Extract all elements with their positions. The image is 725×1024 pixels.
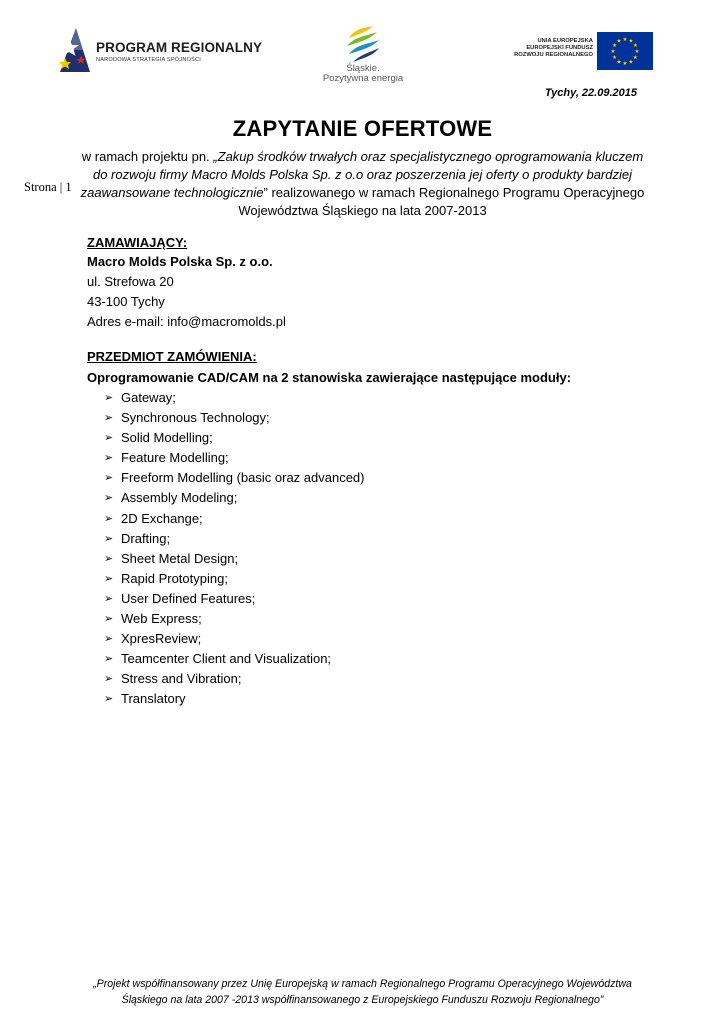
module-name: Synchronous Technology; [121, 410, 270, 426]
bullet-arrow-icon: ➢ [104, 432, 114, 445]
eu-star-icon: ★ [612, 55, 618, 61]
slaskie-waves-icon [343, 24, 383, 64]
module-list-item [104, 408, 365, 428]
eu-star-icon: ★ [632, 55, 638, 61]
eu-star-icon: ★ [628, 38, 634, 45]
module-name: User Defined Features; [121, 590, 256, 606]
module-list-item [104, 448, 365, 468]
module-list-item [104, 488, 365, 508]
footer-line-2: Śląskiego na lata 2007 -2013 współfinansowanego z Europejskiego Funduszu Rozwoju Regionalnego” [121, 994, 604, 1006]
bullet-arrow-icon: ➢ [104, 392, 114, 404]
bullet-arrow-icon: ➢ [104, 412, 114, 425]
footer-line-1: „Projekt współfinansowany przez Unię Europejską w ramach Regionalnego Programu Operacyjnego Województwa [93, 978, 632, 990]
subject-description: Oprogramowanie CAD/CAM na 2 stanowiska zawierające następujące moduły: [87, 370, 572, 385]
eu-star-icon: ★ [622, 61, 628, 67]
intro-suffix: ” realizowanego w ramach Regionalnego Programu Operacyjnego Województwa Śląskiego na lata 2007-2013 [238, 185, 645, 218]
bullet-arrow-icon: ➢ [104, 532, 114, 545]
eu-star-icon: ★ [616, 38, 622, 45]
eu-line-3: ROZWOJU REGIONALNEGO [514, 52, 593, 59]
module-name: Translatory [121, 691, 186, 707]
bullet-arrow-icon: ➢ [104, 452, 114, 465]
intro-prefix: w ramach projektu pn. [81, 149, 214, 164]
module-name: Solid Modelling; [121, 430, 213, 446]
bullet-arrow-icon: ➢ [104, 512, 114, 525]
eu-stars-icon [597, 32, 653, 70]
subject-heading: PRZEDMIOT ZAMÓWIENIA: [87, 349, 257, 364]
eu-line-1: UNIA EUROPEJSKA [537, 38, 593, 44]
program-regionalny-emblem-icon [56, 26, 92, 74]
module-list-item [104, 549, 365, 569]
program-regionalny-title: PROGRAM REGIONALNY [96, 40, 263, 55]
eu-flag-icon [597, 32, 653, 70]
eu-line-2: EUROPEJSKI FUNDUSZ [526, 45, 593, 52]
bullet-arrow-icon: ➢ [104, 653, 114, 666]
module-list-item [104, 629, 365, 649]
module-list-item [104, 569, 365, 589]
module-name: Assembly Modeling; [121, 490, 238, 506]
bullet-arrow-icon: ➢ [104, 633, 114, 646]
module-list-item [104, 689, 365, 709]
bullet-arrow-icon: ➢ [104, 592, 114, 605]
module-name: Feature Modelling; [121, 450, 229, 466]
document-title: ZAPYTANIE OFERTOWE [232, 116, 493, 141]
ordering-party-name: Macro Molds Polska Sp. z o.o. [87, 254, 273, 269]
module-list-item [104, 589, 365, 609]
module-name: Rapid Prototyping; [121, 570, 228, 586]
bullet-arrow-icon: ➢ [104, 552, 114, 565]
footer-note [0, 976, 725, 1008]
program-regionalny-subtitle: NARODOWA STRATEGIA SPÓJNOŚCI [96, 57, 202, 63]
ordering-party-city: 43-100 Tychy [87, 294, 165, 309]
ordering-party-heading: ZAMAWIAJĄCY: [87, 235, 188, 250]
module-list-item [104, 509, 365, 529]
bullet-arrow-icon: ➢ [104, 693, 114, 706]
page-number-label: Strona | 1 [24, 180, 72, 194]
eu-star-icon: ★ [632, 43, 638, 49]
program-regionalny-logo [56, 26, 266, 74]
modules-list [104, 388, 365, 710]
bullet-arrow-icon: ➢ [104, 673, 114, 686]
eu-logo [510, 32, 653, 70]
eu-star-icon: ★ [616, 59, 622, 66]
bullet-arrow-icon: ➢ [104, 572, 114, 585]
intro-project-name: „Zakup środków trwałych oraz specjalistycznego oprogramowania kluczem do rozwoju firmy Macro Molds Polska Sp. z o.o oraz poszerzenia jej oferty o produkty bardziej zaawansowane technologicznie [80, 149, 644, 200]
module-name: Stress and Vibration; [121, 671, 242, 687]
slaskie-slogan: Pozytywna energia [322, 73, 404, 84]
eu-star-icon: ★ [612, 43, 618, 49]
eu-star-icon: ★ [634, 49, 640, 55]
document-date: Tychy, 22.09.2015 [544, 87, 637, 99]
bullet-arrow-icon: ➢ [104, 613, 114, 626]
ordering-party-contact [87, 252, 286, 332]
slaskie-logo [318, 24, 408, 86]
module-name: Web Express; [121, 611, 202, 627]
module-name: Teamcenter Client and Visualization; [121, 651, 332, 667]
ordering-party-street: ul. Strefowa 20 [87, 274, 174, 289]
module-name: Gateway; [121, 390, 176, 405]
eu-star-icon: ★ [610, 49, 616, 55]
eu-text [514, 38, 593, 60]
module-name: Drafting; [121, 530, 171, 546]
bullet-arrow-icon: ➢ [104, 472, 114, 485]
module-list-item [104, 649, 365, 669]
module-list-item [104, 388, 365, 408]
module-name: XpresReview; [121, 631, 202, 647]
bullet-arrow-icon: ➢ [104, 492, 114, 505]
eu-star-icon: ★ [628, 59, 634, 66]
module-list-item [104, 468, 365, 488]
module-name: Freeform Modelling (basic oraz advanced) [121, 470, 365, 486]
intro-paragraph [80, 148, 645, 220]
slaskie-name: Śląskie. [346, 63, 380, 74]
module-list-item [104, 428, 365, 448]
module-name: Sheet Metal Design; [121, 550, 239, 566]
module-name: 2D Exchange; [121, 510, 203, 526]
module-list-item [104, 609, 365, 629]
module-list-item [104, 529, 365, 549]
eu-star-icon: ★ [622, 37, 628, 43]
ordering-party-email: Adres e-mail: info@macromolds.pl [87, 314, 286, 329]
module-list-item [104, 669, 365, 689]
